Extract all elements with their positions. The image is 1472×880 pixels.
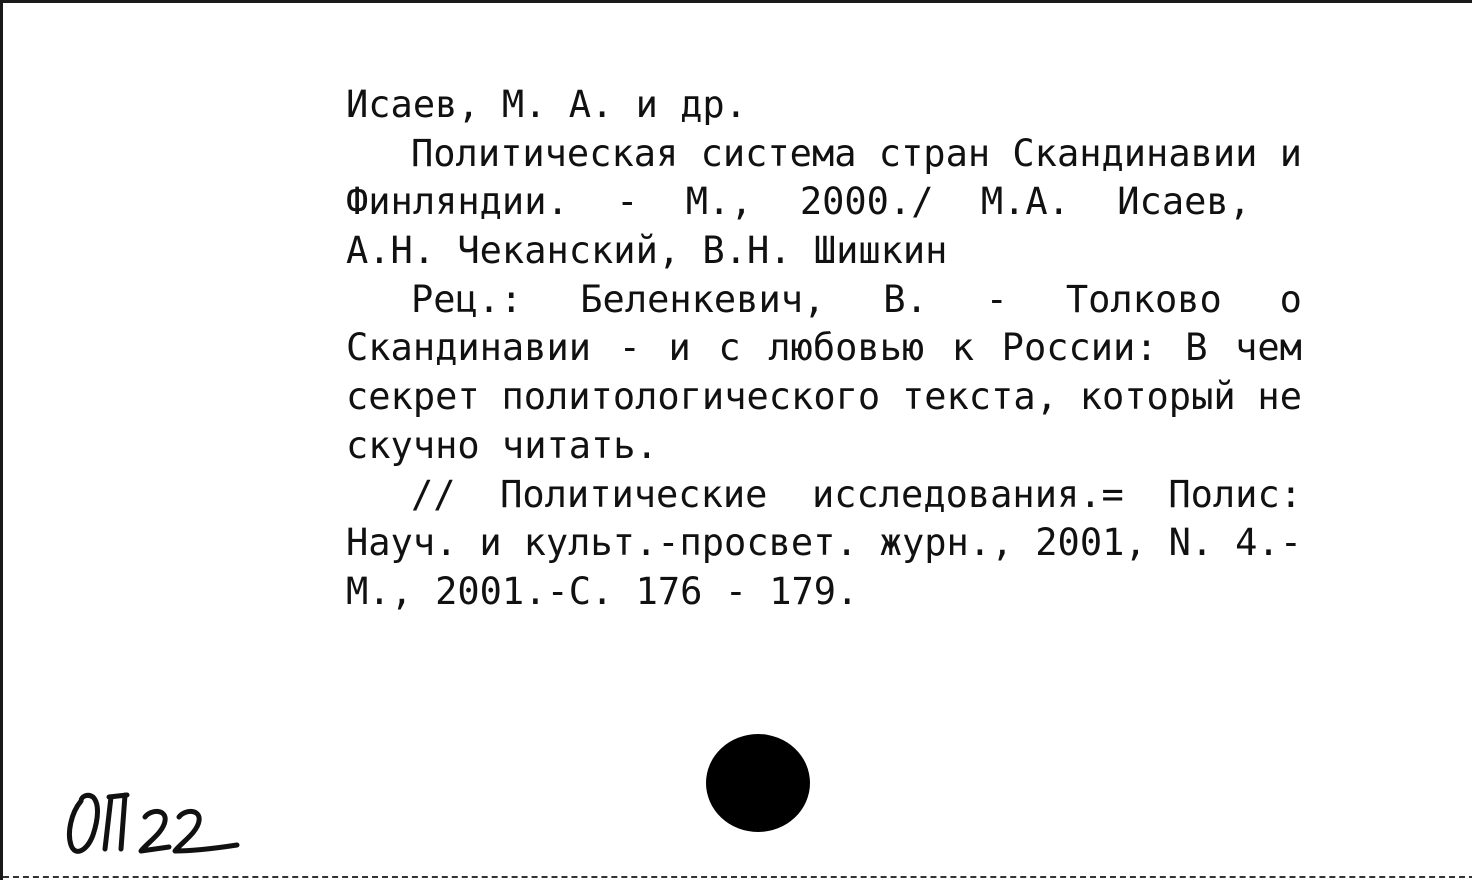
- title-line-1: [346, 130, 1302, 179]
- word: Толково: [1065, 277, 1222, 321]
- word: культ.-просвет.: [523, 521, 858, 565]
- word: Рец.:: [411, 277, 523, 321]
- card-text: [346, 81, 1306, 617]
- word: журн.,: [879, 521, 1014, 565]
- word: Скандинавии: [1012, 131, 1258, 175]
- word: исследования.=: [811, 472, 1124, 516]
- word: стран: [878, 131, 991, 175]
- title-line-2: [346, 178, 1251, 227]
- review-line-1: [346, 276, 1302, 325]
- word: 4.-: [1235, 521, 1302, 565]
- word: текста,: [901, 375, 1058, 419]
- word: не: [1257, 375, 1302, 419]
- word: к: [951, 326, 975, 370]
- word: 2000./: [799, 180, 934, 224]
- word: М.,: [685, 180, 753, 224]
- word: Полис:: [1168, 472, 1302, 516]
- word: секрет: [346, 375, 480, 419]
- word: Финляндии.: [346, 180, 569, 224]
- word: России:: [1001, 326, 1158, 370]
- source-line-2: [346, 519, 1302, 568]
- word: М.А.: [980, 180, 1070, 224]
- word: 2001,: [1035, 521, 1147, 565]
- word: политологического: [501, 375, 881, 419]
- word: чем: [1235, 326, 1302, 370]
- word: который: [1079, 375, 1236, 419]
- card-bottom-edge: [3, 876, 1472, 878]
- word: Беленкевич,: [580, 277, 826, 321]
- word: Исаев,: [1117, 180, 1251, 224]
- word: Политическая: [411, 131, 679, 175]
- word: Политические: [500, 472, 768, 516]
- word: -: [618, 326, 641, 370]
- source-line-1: [346, 471, 1302, 520]
- word: В: [1185, 326, 1208, 370]
- word: //: [411, 472, 456, 516]
- word: о: [1279, 277, 1302, 321]
- word: -: [985, 277, 1008, 321]
- word: и: [668, 326, 691, 370]
- review-line-4: скучно читать.: [346, 423, 658, 467]
- word: система: [700, 131, 857, 175]
- word: и: [1279, 131, 1302, 175]
- title-line-3: А.Н. Чеканский, В.Н. Шишкин: [346, 229, 948, 273]
- word: Скандинавии: [346, 326, 592, 370]
- word: Науч.: [346, 521, 458, 565]
- shelf-mark-handwriting: [61, 773, 261, 863]
- word: -: [616, 180, 639, 224]
- author-heading: Исаев, М. А. и др.: [346, 83, 747, 126]
- word: В.: [883, 277, 928, 321]
- word: N.: [1168, 521, 1214, 565]
- word: любовью: [768, 326, 925, 370]
- word: с: [718, 326, 741, 370]
- word: и: [479, 521, 502, 565]
- punch-hole: [706, 734, 810, 832]
- review-line-3: [346, 373, 1302, 422]
- shelf-mark: [61, 773, 261, 863]
- review-line-2: [346, 324, 1302, 373]
- source-line-3: М., 2001.-С. 176 - 179.: [346, 569, 859, 613]
